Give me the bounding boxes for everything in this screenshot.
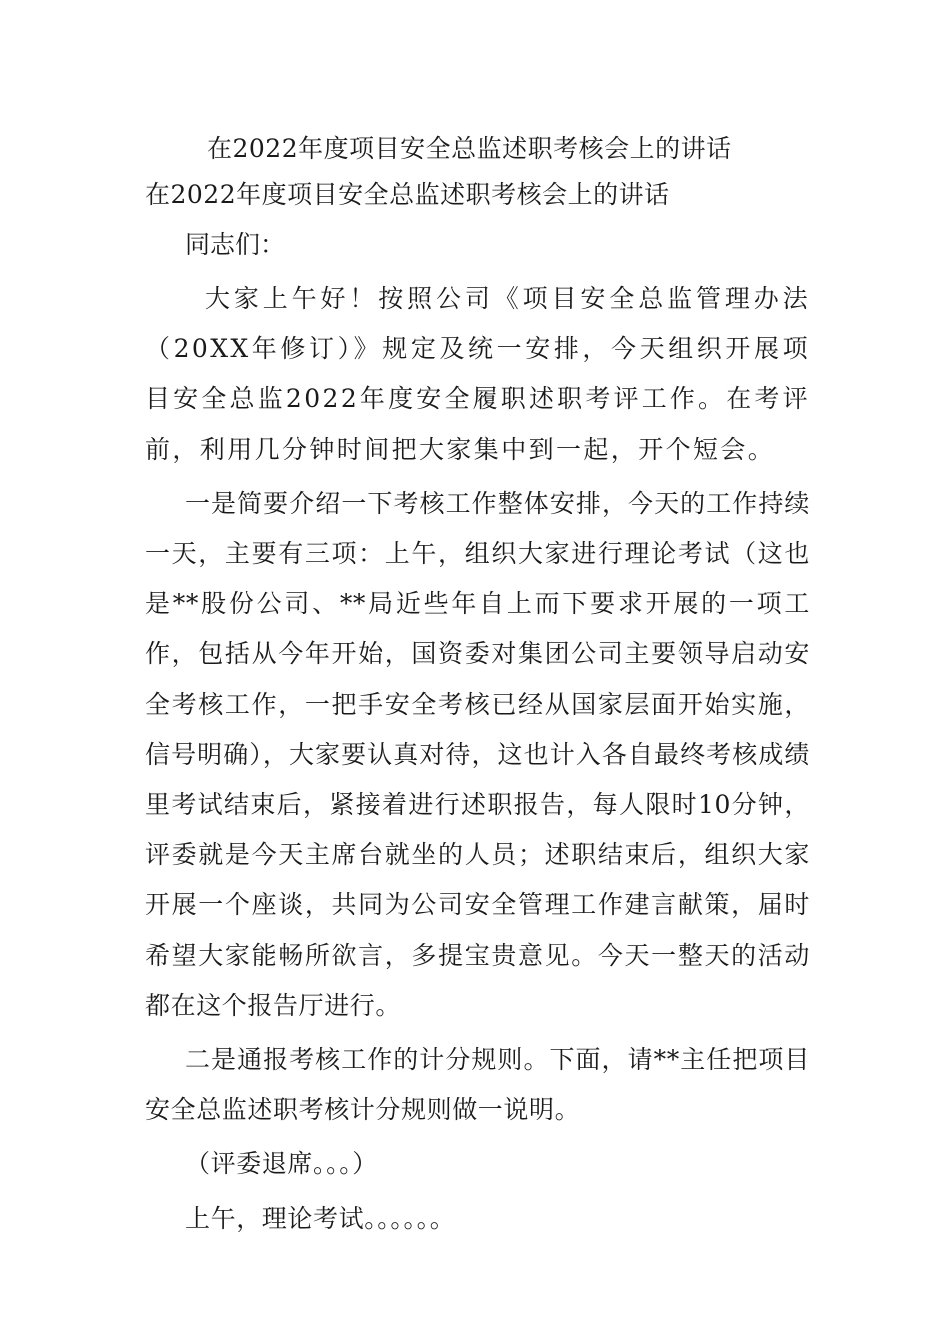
document-subtitle: 在2022年度项目安全总监述职考核会上的讲话 <box>145 180 670 209</box>
paragraph-schedule: 一是简要介绍一下考核工作整体安排，今天的工作持续一天，主要有三项：上午，组织大家进行理论考试（这也是**股份公司、**局近些年自上而下要求开展的一项工作，包括从今年开始，国资委对集团公司主要领导启动安全考核工作，一把手安全考核已经从国家层面开始实施，信号明确），大家要认真对待，这也计入各自最终考核成绩里考试结束后，紧接着进行述职报告，每人限时10分钟，评委就是今天主席台就坐的人员；述职结束后，组织大家开展一个座谈，共同为公司安全管理工作建言献策，届时希望大家能畅所欲言，多提宝贵意见。今天一整天的活动都在这个报告厅进行。 <box>145 488 810 1020</box>
document-body <box>145 128 810 1244</box>
paragraph-opening: 大家上午好！按照公司《项目安全总监管理办法（20XX年修订）》规定及统一安排，今天组织开展项目安全总监2022年度安全履职述职考评工作。在考评前，利用几分钟时间把大家集中到一起，开个短会。 <box>145 284 810 464</box>
paragraph-scoring-rules: 二是通报考核工作的计分规则。下面，请**主任把项目安全总监述职考核计分规则做一说明。 <box>145 1045 810 1125</box>
paragraph-judges-leave: （评委退席。。。） <box>185 1149 378 1179</box>
document-title: 在2022年度项目安全总监述职考核会上的讲话 <box>207 134 732 163</box>
paragraph-morning-exam: 上午，理论考试。。。。。。 <box>185 1203 456 1233</box>
greeting: 同志们： <box>185 230 286 259</box>
